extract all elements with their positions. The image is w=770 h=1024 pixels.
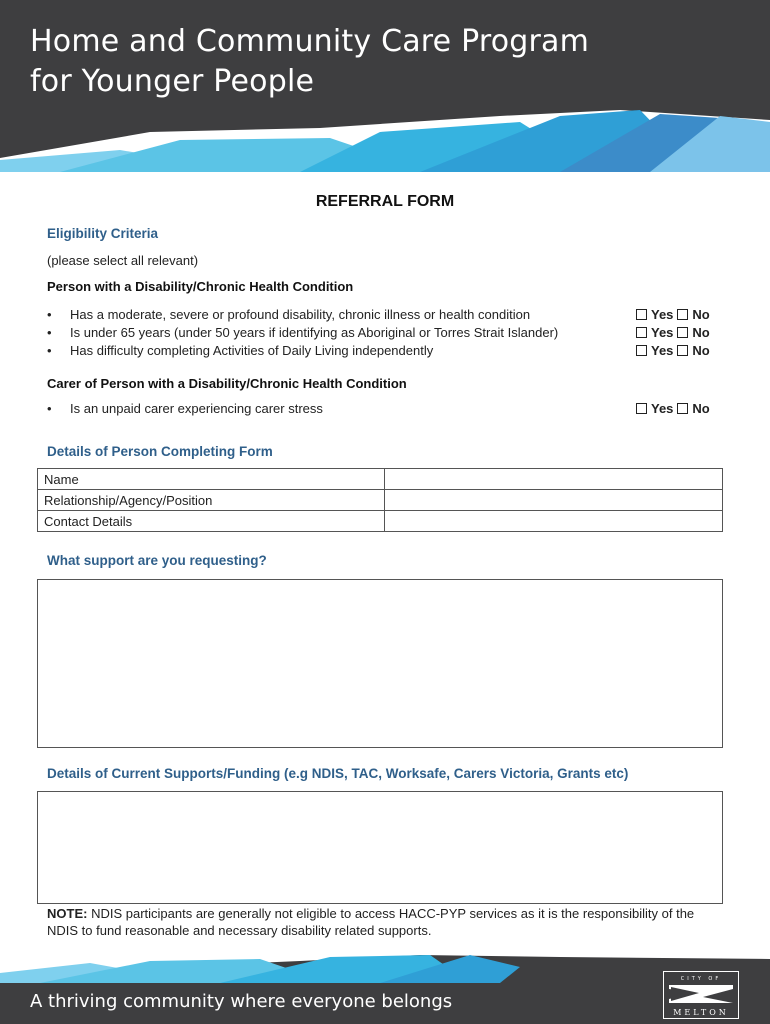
carer-heading: Carer of Person with a Disability/Chronic Health Condition [47, 376, 407, 391]
form-title: REFERRAL FORM [315, 193, 455, 210]
bullet: • [47, 343, 52, 358]
yes-no-options [636, 325, 710, 340]
program-title-line2: for Younger People [30, 64, 315, 99]
no-label: No [692, 401, 710, 416]
yes-checkbox[interactable] [636, 327, 647, 338]
footer-wave-band [0, 953, 770, 983]
table-row [38, 490, 723, 511]
yes-no-options [636, 307, 710, 322]
contact-details-label: Contact Details [38, 511, 385, 532]
yes-label: Yes [651, 343, 674, 358]
yes-label: Yes [651, 325, 674, 340]
criteria-row-disability [47, 307, 727, 325]
svg-text:MELTON: MELTON [673, 1008, 729, 1017]
eligibility-instruction: (please select all relevant) [47, 253, 199, 268]
criteria-text: Is an unpaid carer experiencing carer stress [70, 401, 323, 416]
name-label: Name [38, 469, 385, 490]
criteria-row-carer-stress [47, 401, 727, 419]
bullet: • [47, 325, 52, 340]
person-condition-heading: Person with a Disability/Chronic Health Condition [47, 279, 354, 294]
yes-label: Yes [651, 401, 674, 416]
yes-label: Yes [651, 307, 674, 322]
current-supports-heading: Details of Current Supports/Funding (e.g NDIS, TAC, Worksafe, Carers Victoria, Grants etc) [47, 766, 629, 781]
eligibility-heading: Eligibility Criteria [47, 226, 159, 241]
no-checkbox[interactable] [677, 403, 688, 414]
yes-checkbox[interactable] [636, 403, 647, 414]
program-title [30, 22, 589, 102]
table-row [38, 511, 723, 532]
details-heading: Details of Person Completing Form [47, 444, 273, 459]
yes-no-options [636, 343, 710, 358]
yes-checkbox[interactable] [636, 309, 647, 320]
yes-checkbox[interactable] [636, 345, 647, 356]
no-checkbox[interactable] [677, 345, 688, 356]
no-checkbox[interactable] [677, 327, 688, 338]
criteria-text: Has difficulty completing Activities of Daily Living independently [70, 343, 434, 358]
criteria-row-age [47, 325, 727, 343]
no-checkbox[interactable] [677, 309, 688, 320]
footer-tagline: A thriving community where everyone belongs [30, 991, 453, 1012]
header-wave-band [0, 110, 770, 172]
current-supports-textarea[interactable] [37, 791, 723, 904]
yes-no-options [636, 401, 710, 416]
contact-details-field[interactable] [385, 511, 723, 532]
no-label: No [692, 325, 710, 340]
no-label: No [692, 307, 710, 322]
criteria-text: Has a moderate, severe or profound disability, chronic illness or health condition [70, 307, 531, 322]
note-label: NOTE: [47, 906, 88, 921]
table-row [38, 469, 723, 490]
svg-text:CITY OF: CITY OF [680, 976, 722, 982]
program-title-line1: Home and Community Care Program [30, 24, 590, 59]
note-text: NDIS participants are generally not eligible to access HACC-PYP services as it is the responsibility of the NDIS to fund reasonable and necessary disability related supports. [47, 906, 695, 938]
header-banner [0, 0, 770, 172]
relationship-field[interactable] [385, 490, 723, 511]
footer-banner [0, 953, 770, 1024]
details-table [37, 468, 723, 532]
city-of-melton-logo [663, 971, 739, 1019]
relationship-label: Relationship/Agency/Position [38, 490, 385, 511]
support-heading: What support are you requesting? [47, 553, 267, 568]
bullet: • [47, 307, 52, 322]
ndis-note [47, 905, 727, 939]
name-field[interactable] [385, 469, 723, 490]
support-request-textarea[interactable] [37, 579, 723, 748]
criteria-text: Is under 65 years (under 50 years if identifying as Aboriginal or Torres Strait Islander) [70, 325, 559, 340]
bullet: • [47, 401, 52, 416]
no-label: No [692, 343, 710, 358]
criteria-row-daily-living [47, 343, 727, 361]
